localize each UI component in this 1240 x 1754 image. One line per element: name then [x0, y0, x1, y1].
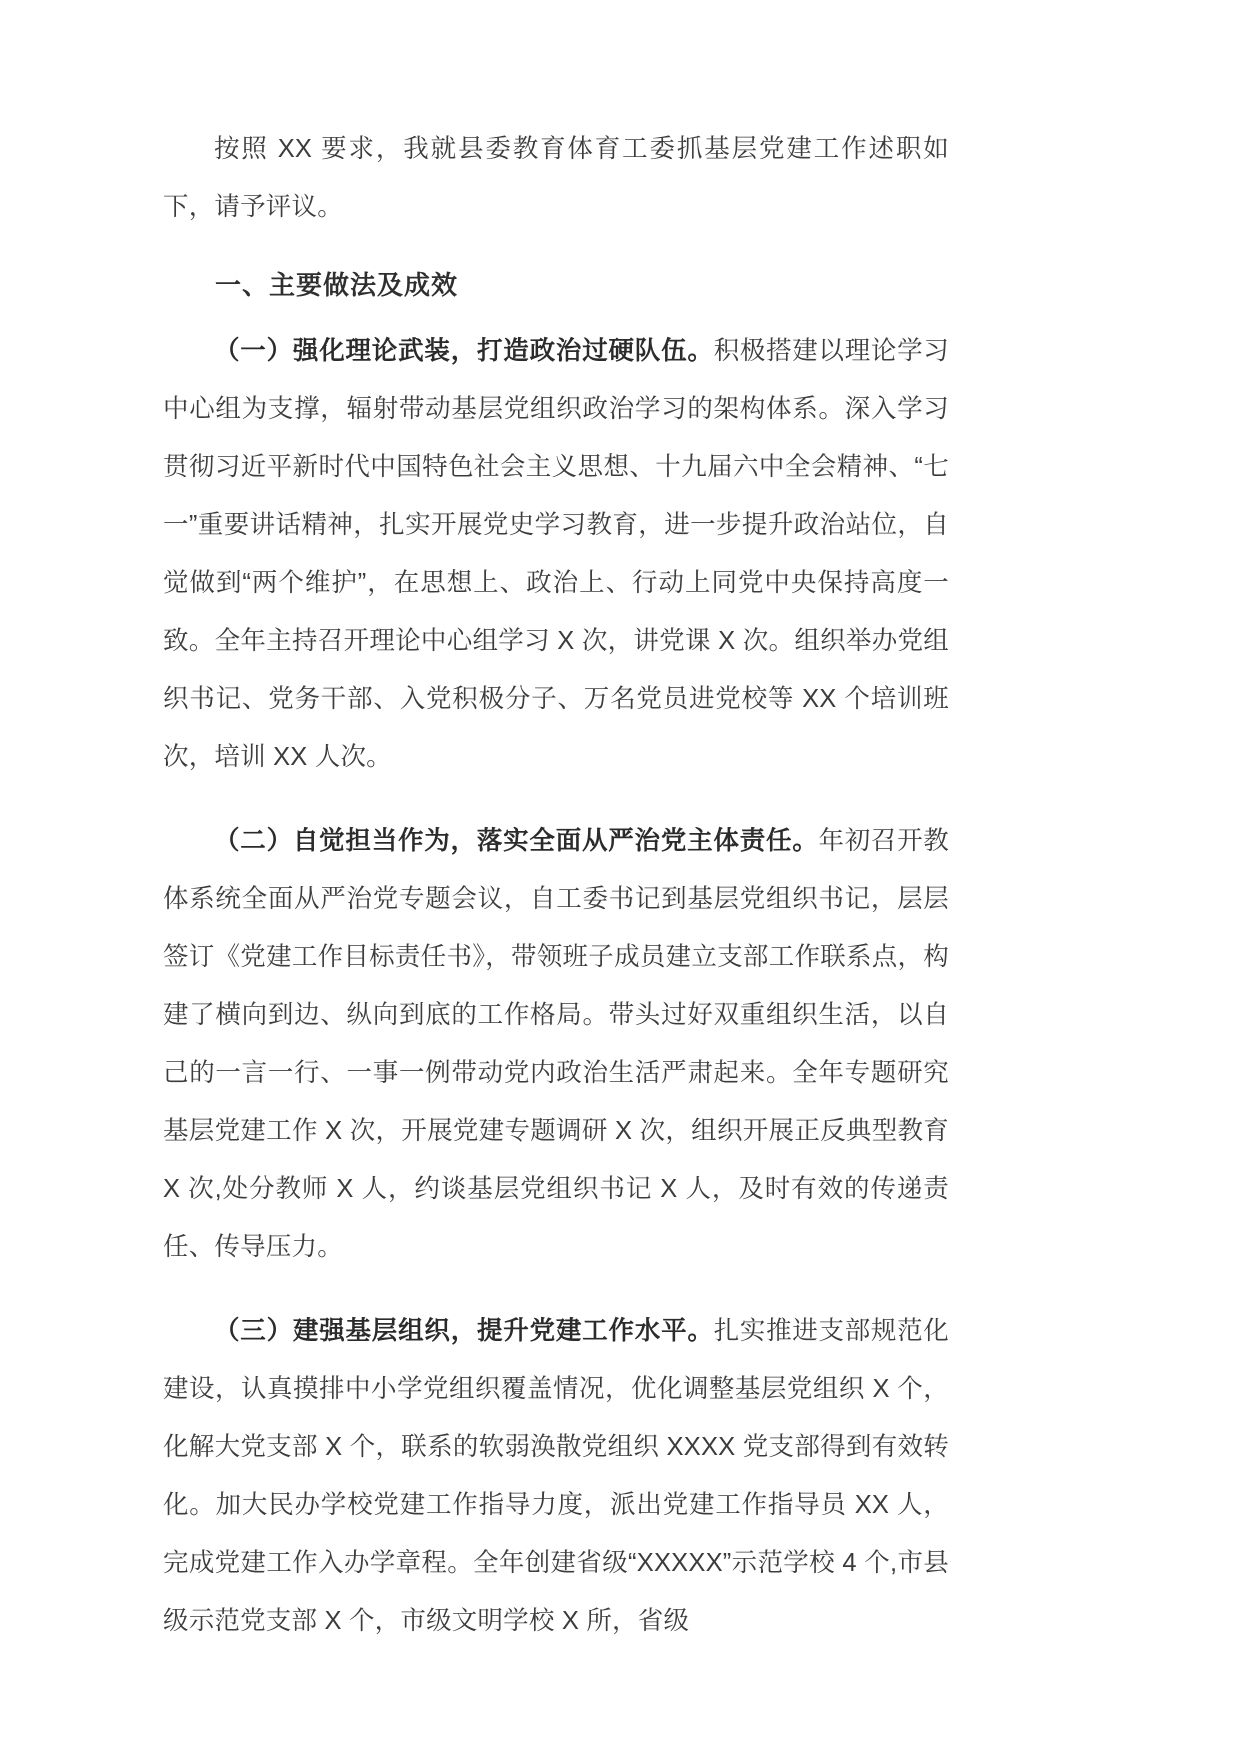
subsection-body-2: 年初召开教体系统全面从严治党专题会议，自工委书记到基层党组织书记，层层签订《党建工作目标责任书》，带领班子成员建立支部工作联系点，构建了横向到边、纵向到底的工作格局。带头过好双重组织生活，以自己的一言一行、一事一例带动党内政治生活严肃起来。全年专题研究基层党建工作 X 次，开展党建专题调研 X 次，组织开展正反典型教育 X 次,处分教师 X 人，约谈基层党组织书记 X 人，及时有效的传递责任、传导压力。 [163, 827, 949, 1261]
opening-paragraph: 按照 XX 要求，我就县委教育体育工委抓基层党建工作述职如下，请予评议。 [163, 135, 949, 221]
document-body [163, 120, 949, 1650]
subsection-paragraph-2 [163, 812, 949, 1276]
subsection-label-3: （三）建强基层组织，提升党建工作水平。 [214, 1317, 714, 1345]
subsection-label-2: （二）自觉担当作为，落实全面从严治党主体责任。 [214, 827, 819, 855]
spacer [163, 1276, 949, 1302]
subsection-paragraph-3 [163, 1302, 949, 1650]
section-heading-main: 一、主要做法及成效 [215, 270, 459, 300]
subsection-label-1: （一）强化理论武装，打造政治过硬队伍。 [214, 337, 714, 365]
subsection-paragraph-1 [163, 322, 949, 786]
subsection-body-3: 扎实推进支部规范化建设，认真摸排中小学党组织覆盖情况，优化调整基层党组织 X 个，化解大党支部 X 个，联系的软弱涣散党组织 XXXX 党支部得到有效转化。加大民办学校党建工作指导力度，派出党建工作指导员 XX 人，完成党建工作入办学章程。全年创建省级“XXXXX”示范学校 4 个,市县级示范党支部 X 个，市级文明学校 X 所，省级 [163, 1317, 949, 1635]
subsection-body-1: 积极搭建以理论学习中心组为支撑，辐射带动基层党组织政治学习的架构体系。深入学习贯彻习近平新时代中国特色社会主义思想、十九届六中全会精神、“七一”重要讲话精神，扎实开展党史学习教育，进一步提升政治站位，自觉做到“两个维护”，在思想上、政治上、行动上同党中央保持高度一致。全年主持召开理论中心组学习 X 次，讲党课 X 次。组织举办党组织书记、党务干部、入党积极分子、万名党员进党校等 XX 个培训班次，培训 XX 人次。 [163, 337, 949, 771]
spacer [163, 308, 949, 322]
spacer [163, 236, 949, 262]
spacer [163, 786, 949, 812]
